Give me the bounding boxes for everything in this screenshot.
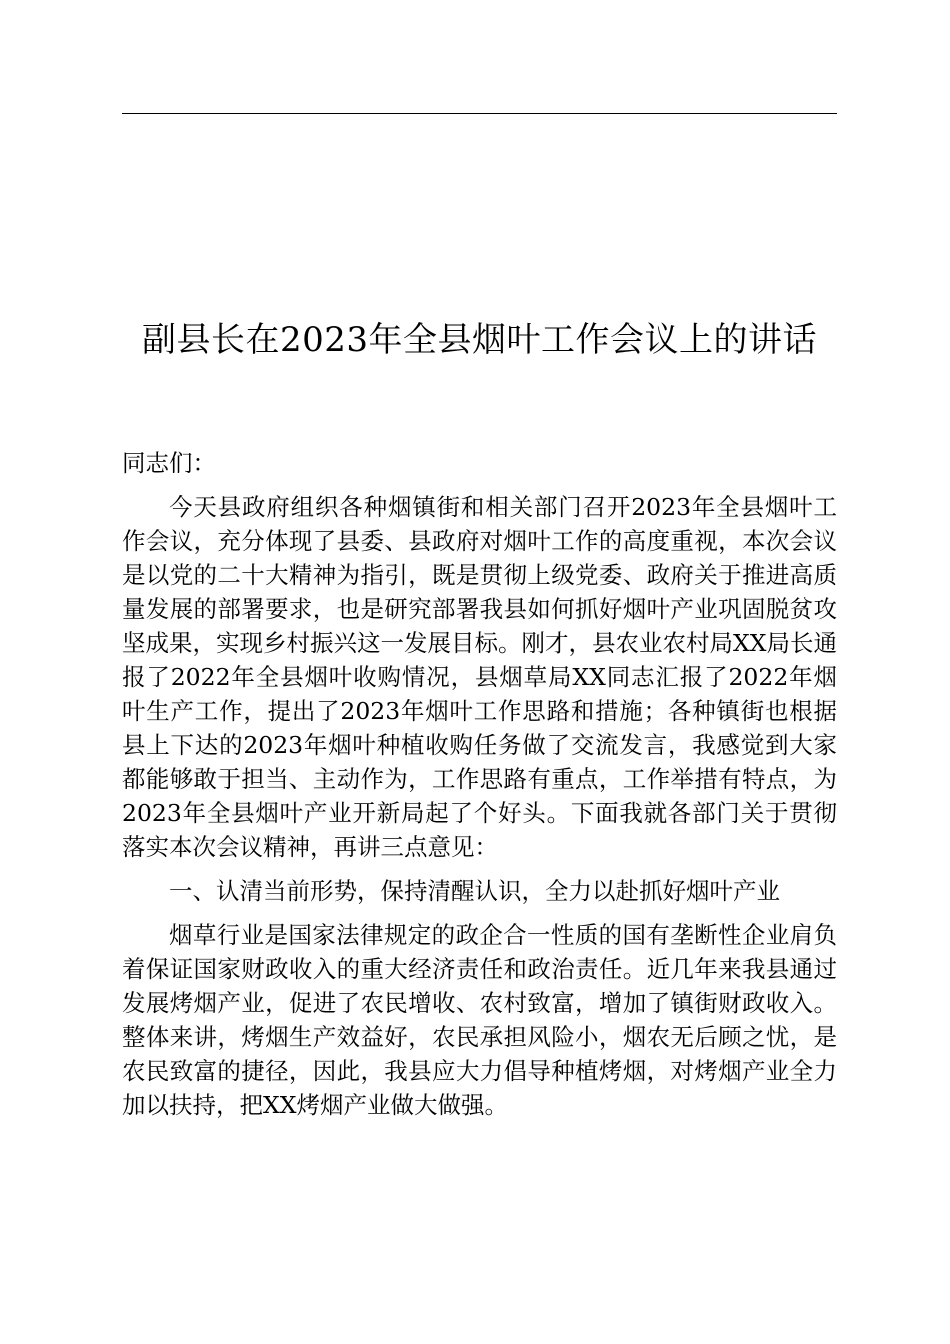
- section-paragraph: 烟草行业是国家法律规定的政企合一性质的国有垄断性企业肩负着保证国家财政收入的重大经济责任和政治责任。近几年来我县通过发展烤烟产业，促进了农民增收、农村致富，增加了镇街财政收入。整体来讲，烤烟生产效益好，农民承担风险小，烟农无后顾之忧，是农民致富的捷径，因此，我县应大力倡导种植烤烟，对烤烟产业全力加以扶持，把XX烤烟产业做大做强。: [122, 921, 837, 1119]
- opening-paragraph: 今天县政府组织各种烟镇街和相关部门召开2023年全县烟叶工作会议，充分体现了县委、县政府对烟叶工作的高度重视，本次会议是以党的二十大精神为指引，既是贯彻上级党委、政府关于推进高质量发展的部署要求，也是研究部署我县如何抓好烟叶产业巩固脱贫攻坚成果，实现乡村振兴这一发展目标。刚才，县农业农村局XX局长通报了2022年全县烟叶收购情况，县烟草局XX同志汇报了2022年烟叶生产工作，提出了2023年烟叶工作思路和措施；各种镇街也根据县上下达的2023年烟叶种植收购任务做了交流发言，我感觉到大家都能够敢于担当、主动作为，工作思路有重点，工作举措有特点，为2023年全县烟叶产业开新局起了个好头。下面我就各部门关于贯彻落实本次会议精神，再讲三点意见：: [122, 493, 837, 861]
- header-rule: [122, 113, 837, 114]
- document-body: [122, 446, 837, 1132]
- salutation: 同志们：: [122, 449, 216, 477]
- document-title: 副县长在2023年全县烟叶工作会议上的讲话: [141, 320, 818, 360]
- section-heading: 一、认清当前形势，保持清醒认识，全力以赴抓好烟叶产业: [169, 877, 780, 905]
